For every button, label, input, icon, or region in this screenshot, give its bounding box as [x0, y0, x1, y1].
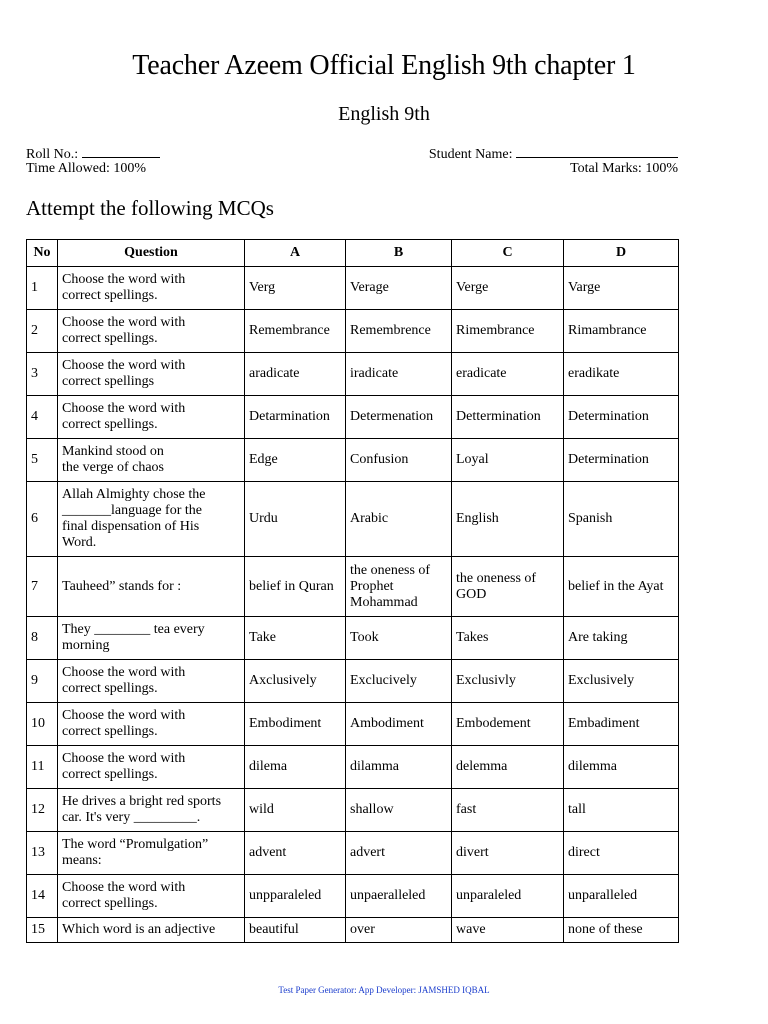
cell-line: Choose the word with: [62, 272, 186, 287]
cell-line: wave: [456, 922, 486, 937]
cell-line: means:: [62, 853, 102, 868]
cell-question: [58, 353, 245, 396]
roll-number-label: Roll No.:: [26, 147, 79, 162]
cell-number: 10: [27, 703, 58, 746]
table-row: [27, 310, 679, 353]
cell-option-d: Embadiment: [564, 703, 679, 746]
cell-line: correct spellings.: [62, 681, 158, 696]
cell-option-a: Take: [245, 617, 346, 660]
cell-question: [58, 875, 245, 918]
cell-line: unpaeralleled: [350, 888, 426, 903]
cell-number: 11: [27, 746, 58, 789]
column-header-c: C: [452, 240, 564, 267]
cell-option-d: Rimambrance: [564, 310, 679, 353]
table-row: [27, 557, 679, 617]
cell-question: [58, 310, 245, 353]
cell-option-a: belief in Quran: [245, 557, 346, 617]
cell-line: He drives a bright red sports: [62, 794, 222, 809]
cell-question: [58, 832, 245, 875]
cell-option-d: tall: [564, 789, 679, 832]
cell-line: Choose the word with: [62, 880, 186, 895]
cell-number: 1: [27, 267, 58, 310]
cell-option-b: [346, 396, 452, 439]
table-row: [27, 439, 679, 482]
cell-option-a: Edge: [245, 439, 346, 482]
cell-option-c: [452, 746, 564, 789]
cell-option-b: [346, 439, 452, 482]
cell-option-c: [452, 482, 564, 557]
cell-option-d: Determination: [564, 439, 679, 482]
cell-option-d: Are taking: [564, 617, 679, 660]
cell-option-a: unpparaleled: [245, 875, 346, 918]
cell-line: Tauheed” stands for :: [62, 578, 182, 594]
column-header-no: No: [27, 240, 58, 267]
cell-line: Mohammad: [350, 594, 418, 610]
cell-line: fast: [456, 802, 477, 817]
cell-line: correct spellings.: [62, 767, 158, 782]
cell-question: [58, 789, 245, 832]
cell-line: the oneness of: [456, 570, 537, 586]
page-subtitle: English 9th: [338, 103, 430, 125]
cell-line: car. It's very _________.: [62, 810, 201, 825]
cell-option-b: [346, 353, 452, 396]
cell-question: [58, 703, 245, 746]
cell-number: 4: [27, 396, 58, 439]
cell-option-c: [452, 789, 564, 832]
cell-line: GOD: [456, 586, 487, 602]
table-row: [27, 918, 679, 943]
cell-line: They ________ tea every: [62, 622, 205, 637]
cell-line: over: [350, 922, 375, 937]
cell-line: Mankind stood on: [62, 444, 164, 459]
cell-number: 13: [27, 832, 58, 875]
cell-line: Loyal: [456, 452, 489, 467]
cell-line: Choose the word with: [62, 665, 186, 680]
cell-question: [58, 918, 245, 943]
cell-number: 8: [27, 617, 58, 660]
total-marks: Total Marks: 100%: [570, 161, 678, 176]
cell-line: morning: [62, 638, 110, 653]
cell-line: the verge of chaos: [62, 460, 164, 475]
cell-line: correct spellings.: [62, 724, 158, 739]
cell-question: [58, 482, 245, 557]
table-row: [27, 703, 679, 746]
cell-option-a: dilema: [245, 746, 346, 789]
cell-option-c: [452, 353, 564, 396]
cell-line: Allah Almighty chose the: [62, 487, 206, 502]
cell-number: 9: [27, 660, 58, 703]
cell-option-c: [452, 875, 564, 918]
student-name-label: Student Name:: [428, 147, 513, 162]
cell-line: Dettermination: [456, 409, 541, 424]
table-row: [27, 875, 679, 918]
cell-line: Verge: [456, 280, 489, 295]
cell-option-a: Urdu: [245, 482, 346, 557]
cell-number: 12: [27, 789, 58, 832]
cell-line: correct spellings: [62, 374, 155, 389]
cell-line: shallow: [350, 802, 394, 817]
section-heading: Attempt the following MCQs: [26, 196, 274, 220]
cell-line: Determenation: [350, 409, 434, 424]
cell-option-d: direct: [564, 832, 679, 875]
cell-option-b: [346, 557, 452, 617]
table-header-row: [27, 240, 679, 267]
cell-option-a: Detarmination: [245, 396, 346, 439]
cell-line: Arabic: [350, 511, 389, 526]
cell-line: correct spellings.: [62, 288, 158, 303]
cell-option-c: [452, 703, 564, 746]
cell-line: correct spellings.: [62, 417, 158, 432]
cell-option-d: dilemma: [564, 746, 679, 789]
cell-option-c: [452, 310, 564, 353]
cell-question: [58, 396, 245, 439]
cell-option-b: [346, 832, 452, 875]
page-title: Teacher Azeem Official English 9th chapter 1: [132, 50, 636, 81]
cell-number: 7: [27, 557, 58, 617]
cell-line: Took: [350, 630, 379, 645]
cell-line: Exclucively: [350, 673, 417, 688]
time-allowed: Time Allowed: 100%: [26, 161, 147, 176]
cell-option-d: unparalleled: [564, 875, 679, 918]
cell-line: delemma: [456, 759, 508, 774]
cell-option-d: belief in the Ayat: [564, 557, 679, 617]
cell-question: [58, 617, 245, 660]
cell-line: eradicate: [456, 366, 507, 381]
cell-number: 3: [27, 353, 58, 396]
cell-option-b: [346, 875, 452, 918]
cell-line: Exclusivly: [456, 673, 516, 688]
cell-option-c: [452, 396, 564, 439]
cell-option-d: eradikate: [564, 353, 679, 396]
cell-line: advert: [350, 845, 385, 860]
cell-option-a: Embodiment: [245, 703, 346, 746]
table-row: [27, 617, 679, 660]
cell-option-c: [452, 660, 564, 703]
column-header-a: A: [245, 240, 346, 267]
cell-line: correct spellings.: [62, 896, 158, 911]
cell-line: iradicate: [350, 366, 399, 381]
cell-option-c: [452, 832, 564, 875]
cell-option-c: [452, 918, 564, 943]
cell-number: 5: [27, 439, 58, 482]
cell-option-a: Axclusively: [245, 660, 346, 703]
cell-line: Choose the word with: [62, 401, 186, 416]
table-row: [27, 660, 679, 703]
cell-option-b: [346, 267, 452, 310]
column-header-question: Question: [58, 240, 245, 267]
cell-line: _______language for the: [62, 503, 202, 518]
cell-line: Remembrence: [350, 323, 431, 338]
table-row: [27, 267, 679, 310]
cell-number: 15: [27, 918, 58, 943]
cell-option-d: Varge: [564, 267, 679, 310]
cell-line: Verage: [350, 280, 389, 295]
cell-option-c: [452, 439, 564, 482]
table-row: [27, 482, 679, 557]
cell-option-b: [346, 482, 452, 557]
cell-line: Confusion: [350, 452, 409, 467]
cell-line: Rimembrance: [456, 323, 535, 338]
cell-number: 6: [27, 482, 58, 557]
cell-question: [58, 746, 245, 789]
cell-line: Word.: [62, 535, 97, 550]
cell-line: divert: [456, 845, 489, 860]
cell-line: Which word is an adjective: [62, 922, 216, 937]
cell-number: 14: [27, 875, 58, 918]
cell-line: Ambodiment: [350, 716, 424, 731]
cell-option-c: [452, 617, 564, 660]
table-row: [27, 396, 679, 439]
cell-option-b: [346, 746, 452, 789]
cell-option-b: [346, 660, 452, 703]
cell-line: English: [456, 511, 499, 526]
cell-option-a: Remembrance: [245, 310, 346, 353]
cell-option-a: Verg: [245, 267, 346, 310]
footer-credit: Test Paper Generator: App Developer: JAMSHED IQBAL: [278, 985, 490, 995]
cell-option-b: [346, 617, 452, 660]
mcq-table: [26, 239, 679, 943]
cell-option-d: Spanish: [564, 482, 679, 557]
cell-line: final dispensation of His: [62, 519, 200, 534]
cell-line: Choose the word with: [62, 315, 186, 330]
table-row: [27, 353, 679, 396]
cell-option-a: advent: [245, 832, 346, 875]
cell-question: [58, 557, 245, 617]
cell-line: Choose the word with: [62, 708, 186, 723]
cell-option-b: [346, 918, 452, 943]
table-row: [27, 789, 679, 832]
cell-number: 2: [27, 310, 58, 353]
cell-option-b: [346, 703, 452, 746]
cell-question: [58, 660, 245, 703]
table-row: [27, 746, 679, 789]
cell-option-b: [346, 789, 452, 832]
cell-question: [58, 267, 245, 310]
cell-question: [58, 439, 245, 482]
cell-line: the oneness of: [350, 562, 431, 578]
cell-line: Choose the word with: [62, 751, 186, 766]
cell-line: Takes: [456, 630, 489, 645]
column-header-d: D: [564, 240, 679, 267]
cell-option-d: Exclusively: [564, 660, 679, 703]
cell-option-a: aradicate: [245, 353, 346, 396]
cell-option-a: wild: [245, 789, 346, 832]
cell-line: Choose the word with: [62, 358, 186, 373]
cell-option-b: [346, 310, 452, 353]
cell-line: Embodement: [456, 716, 531, 731]
cell-line: Prophet: [350, 578, 394, 594]
cell-line: dilamma: [350, 759, 399, 774]
cell-option-a: beautiful: [245, 918, 346, 943]
cell-option-c: [452, 267, 564, 310]
roll-number-blank: [82, 145, 160, 158]
column-header-b: B: [346, 240, 452, 267]
cell-line: correct spellings.: [62, 331, 158, 346]
cell-option-c: [452, 557, 564, 617]
student-name-blank: [516, 145, 678, 158]
cell-option-d: none of these: [564, 918, 679, 943]
cell-option-d: Determination: [564, 396, 679, 439]
table-row: [27, 832, 679, 875]
cell-line: The word “Promulgation”: [62, 837, 209, 852]
cell-line: unparaleled: [456, 888, 522, 903]
